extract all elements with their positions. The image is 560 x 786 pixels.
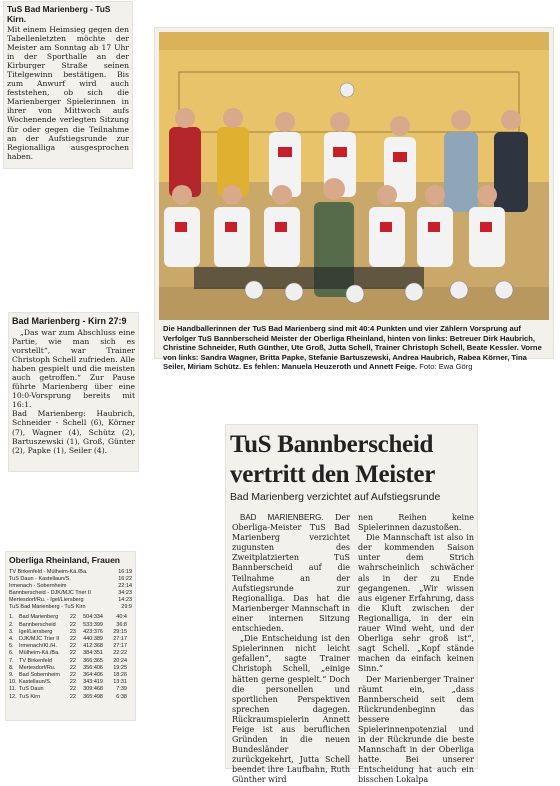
- team-photo: [159, 32, 549, 320]
- standings-goals: 440:389: [83, 636, 103, 643]
- standings-goals: 343:419: [83, 679, 103, 686]
- standings-row: [9, 679, 132, 686]
- standings-goals: 533:399: [83, 621, 103, 628]
- standings-goals: 356:406: [83, 664, 103, 671]
- result-match: TV Birkenfeld - Mülheim-Kä./Ba.: [9, 569, 88, 575]
- standings-row: [9, 636, 132, 643]
- table-headline: Oberliga Rheinland, Frauen: [9, 555, 120, 565]
- result-match: Irmenach - Sobernheim: [9, 582, 67, 589]
- standings-games: 22: [69, 693, 76, 700]
- standings-points: 29:15: [113, 628, 127, 635]
- standings-team: Mülheim-Kä./Ba.: [19, 650, 60, 657]
- standings-table: [6, 614, 135, 700]
- standings-points: 36:8: [116, 621, 127, 628]
- standings-rank: 6.: [9, 650, 14, 657]
- standings-goals: 423:376: [83, 628, 103, 635]
- article-dateline: BAD MARIENBERG.: [240, 513, 324, 522]
- standings-games: 22: [69, 686, 76, 693]
- preview-body: Mit einem Heimsieg gegen den Tabellenletzten möchte der Meister am Sonntag ab 17 Uhr in der Sporthalle an der Kirburger Straße seinen Titelgewinn bestätigen. Bis zum Anwurf wird auch feststehen, ob sich die Marienberger Spielerinnen in ihrer von Mittwoch aufs Wochenende verlegten Sitzung für oder gegen die Teilnahme an der Aufstiegsrunde zur Regionalliga ausgesprochen haben.: [7, 25, 129, 161]
- standings-rank: 9.: [9, 672, 14, 679]
- team-photo-clipping: [155, 28, 553, 372]
- standings-team: TuS Kirn: [19, 693, 41, 700]
- standings-points: 40:4: [116, 614, 127, 621]
- article-subtitle: Bad Marienberg verzichtet auf Aufstiegsrunde: [230, 492, 441, 503]
- article-paragraph: „Die Entscheidung ist den Spielerinnen nicht leicht gefallen“, sagte Trainer Christoph Schell, „einige hätten gerne gespielt.“ Doch die personellen und sportlichen Perspektiven sprechen dagegen. Rückraumspielerin Annett Feige ist aus beruflichen Gründen in die neuen Bundesländer zurückgekehrt, Jutta Schell beendet ihre Laufbahn, Ruth Günther wird: [232, 634, 350, 785]
- photo-credit: Foto: Ewa Görg: [419, 362, 473, 372]
- result-match: TuS Daun - Kastellaun/S.: [9, 575, 71, 582]
- standings-rank: 2.: [9, 621, 14, 628]
- result-row: [9, 583, 132, 590]
- preview-headline: TuS Bad Marienberg - TuS Kirn.: [7, 4, 111, 24]
- standings-row: [9, 665, 132, 672]
- standings-points: 7:39: [116, 686, 127, 693]
- standings-goals: 412:368: [83, 643, 103, 650]
- standings-goals: 366:365: [83, 657, 103, 664]
- clipping-preview: [4, 2, 132, 168]
- standings-points: 27:17: [113, 643, 127, 650]
- standings-games: 22: [69, 657, 76, 664]
- match-report-clipping: [9, 313, 138, 471]
- standings-team: Bad Sobernheim: [19, 672, 60, 679]
- result-row: [9, 590, 132, 597]
- standings-team: Irmenach/Kl./H.: [19, 643, 57, 650]
- match-headline: Bad Marienberg - Kirn 27:9: [12, 316, 127, 326]
- result-row: [9, 576, 132, 583]
- standings-team: Bannberscheid: [19, 621, 56, 628]
- standings-games: 22: [69, 614, 76, 621]
- caption-text: Die Handballerinnen der TuS Bad Marienberg sind mit 40:4 Punkten und vier Zählern Vorsprung auf Verfolger TuS Bannberscheid Meister der Oberliga Rheinland, hinten von links: Betreuer Dirk Haubrich, Christine Schneider, Ruth Günther, Ute Groß, Jutta Schell, Trainer Christoph Schell, Beate Kessler. Vorne von links: Sandra Wagner, Britta Papke, Stefanie Bartuszewski, Andrea Haubrich, Rabea Körner, Tina Seiler, Miriam Schütz. Es fehlen: Manuela Heuzeroth und Annett Feige.: [163, 324, 542, 372]
- standings-points: 13:31: [113, 679, 127, 686]
- standings-games: 22: [69, 621, 76, 628]
- standings-rank: 5.: [9, 643, 14, 650]
- standings-games: 22: [69, 672, 76, 679]
- standings-points: 6:38: [116, 693, 127, 700]
- standings-team: Mertesdorf/Ru.: [19, 664, 56, 671]
- results-list: [6, 569, 135, 610]
- match-lineup: Bad Marienberg: Haubrich, Schneider - Schell (6), Körner (7), Wagner (4), Schütz (2), Bartuszewski (1), Groß, Günter (2), Papke (1), Seiler (4).: [12, 409, 135, 455]
- article-paragraph: nen Reihen keine Spielerinnen dazustoßen.: [358, 513, 474, 533]
- standings-rank: 8.: [9, 664, 14, 671]
- result-row: [9, 597, 132, 604]
- standings-points: 20:24: [113, 657, 127, 664]
- standings-games: 22: [69, 679, 76, 686]
- standings-goals: 384:351: [83, 650, 103, 657]
- photo-caption: [163, 324, 547, 372]
- result-row: [9, 604, 132, 611]
- standings-rank: 4.: [9, 636, 14, 643]
- result-score: 34:23: [118, 589, 132, 596]
- standings-goals: 365:498: [83, 693, 103, 700]
- standings-team: TuS Daun: [19, 686, 44, 693]
- standings-games: 22: [69, 636, 76, 643]
- team-photo-illustration: [159, 32, 549, 320]
- standings-rank: 12.: [9, 693, 17, 700]
- league-table-clipping: [6, 552, 135, 720]
- title-line-1: TuS Bannberscheid: [230, 431, 434, 458]
- result-score: 14:23: [118, 596, 132, 603]
- standings-goals: 364:406: [83, 672, 103, 679]
- standings-team: Igel/Liersberg: [19, 628, 53, 635]
- article-paragraph: Die Mannschaft ist also in der kommenden Saison unter dem Strich wahrscheinlich schwächer als in der zu Ende gegangenen. „Wir wissen aus eigener Erfahrung, dass die Kluft zwischen der Regionalliga, in der ein rauer Wind weht, und der Oberliga sehr groß ist“, sagt Schell. „Kopf stände machen da einfach keinen Sinn.“: [358, 533, 474, 674]
- standings-row: [9, 643, 132, 650]
- standings-row: [9, 694, 132, 701]
- result-score: 16:22: [118, 575, 132, 582]
- standings-points: 22:22: [113, 650, 127, 657]
- standings-rank: 3.: [9, 628, 14, 635]
- standings-points: 18:26: [113, 672, 127, 679]
- standings-row: [9, 614, 132, 621]
- standings-points: 27:17: [113, 636, 127, 643]
- result-row: [9, 569, 132, 576]
- standings-goals: 309:468: [83, 686, 103, 693]
- standings-row: [9, 686, 132, 693]
- standings-rank: 1.: [9, 614, 14, 621]
- standings-team: Bad Marienberg: [19, 614, 59, 621]
- standings-row: [9, 629, 132, 636]
- standings-games: 22: [69, 650, 76, 657]
- match-paragraph: „Das war zum Abschluss eine Partie, wie man sich es vorstellt“, war Trainer Christoph Schell zufrieden. Alle haben gespielt und die meisten auch getroffen.“ Zur Pause führte Marienberg über eine 10:0-Vorsprung bereits mit 16:1.: [12, 328, 135, 410]
- standings-row: [9, 622, 132, 629]
- standings-games: 22: [69, 664, 76, 671]
- standings-games: 23: [69, 628, 76, 635]
- article-column-1: [232, 513, 350, 786]
- article-paragraph: Der Oberliga-Meister TuS Bad Marienberg verzichtet zugunsten des Zweitplatzierten TuS Bannberscheid auf die Teilnahme an der Aufstiegsrunde zur Regionalliga. Das hat die Marienberger Mannschaft in einer internen Sitzung entschieden.: [232, 513, 350, 634]
- standings-team: Kastellaun/S.: [19, 679, 52, 686]
- result-match: Bannberscheid - DJK/MJC Trier II: [9, 589, 91, 596]
- result-match: Mertesdorf/Ru. - Igel/Liersberg: [9, 596, 84, 603]
- standings-games: 22: [69, 643, 76, 650]
- standings-goals: 504:334: [83, 614, 103, 621]
- result-match: TuS Bad Marienberg - TuS Kirn: [9, 603, 86, 610]
- article-title: [230, 430, 435, 490]
- standings-points: 19:25: [113, 664, 127, 671]
- result-score: 29:9: [121, 603, 132, 610]
- article-column-2: [358, 513, 474, 786]
- result-score: 22:14: [118, 582, 132, 589]
- standings-team: TV Birkenfeld: [19, 657, 53, 664]
- article-paragraph: Der Marienberger Trainer räumt ein, „dass Bannberscheid seit dem Rückrundenbeginn das bessere Spielerinnenpotenzial und in der Rückrunde die beste Mannschaft in der Oberliga hatte. Bei unserer Entscheidung hat auch ein bisschen Lokalpa: [358, 674, 474, 785]
- standings-rank: 7.: [9, 657, 14, 664]
- standings-team: DJK/MJC Trier II: [19, 636, 60, 643]
- standings-rank: 10.: [9, 679, 17, 686]
- result-score: 16:19: [118, 569, 132, 575]
- title-line-2: vertritt den Meister: [230, 461, 435, 488]
- standings-row: [9, 672, 132, 679]
- standings-row: [9, 650, 132, 657]
- standings-row: [9, 658, 132, 665]
- standings-rank: 11.: [9, 686, 17, 693]
- article-clipping: [226, 425, 477, 785]
